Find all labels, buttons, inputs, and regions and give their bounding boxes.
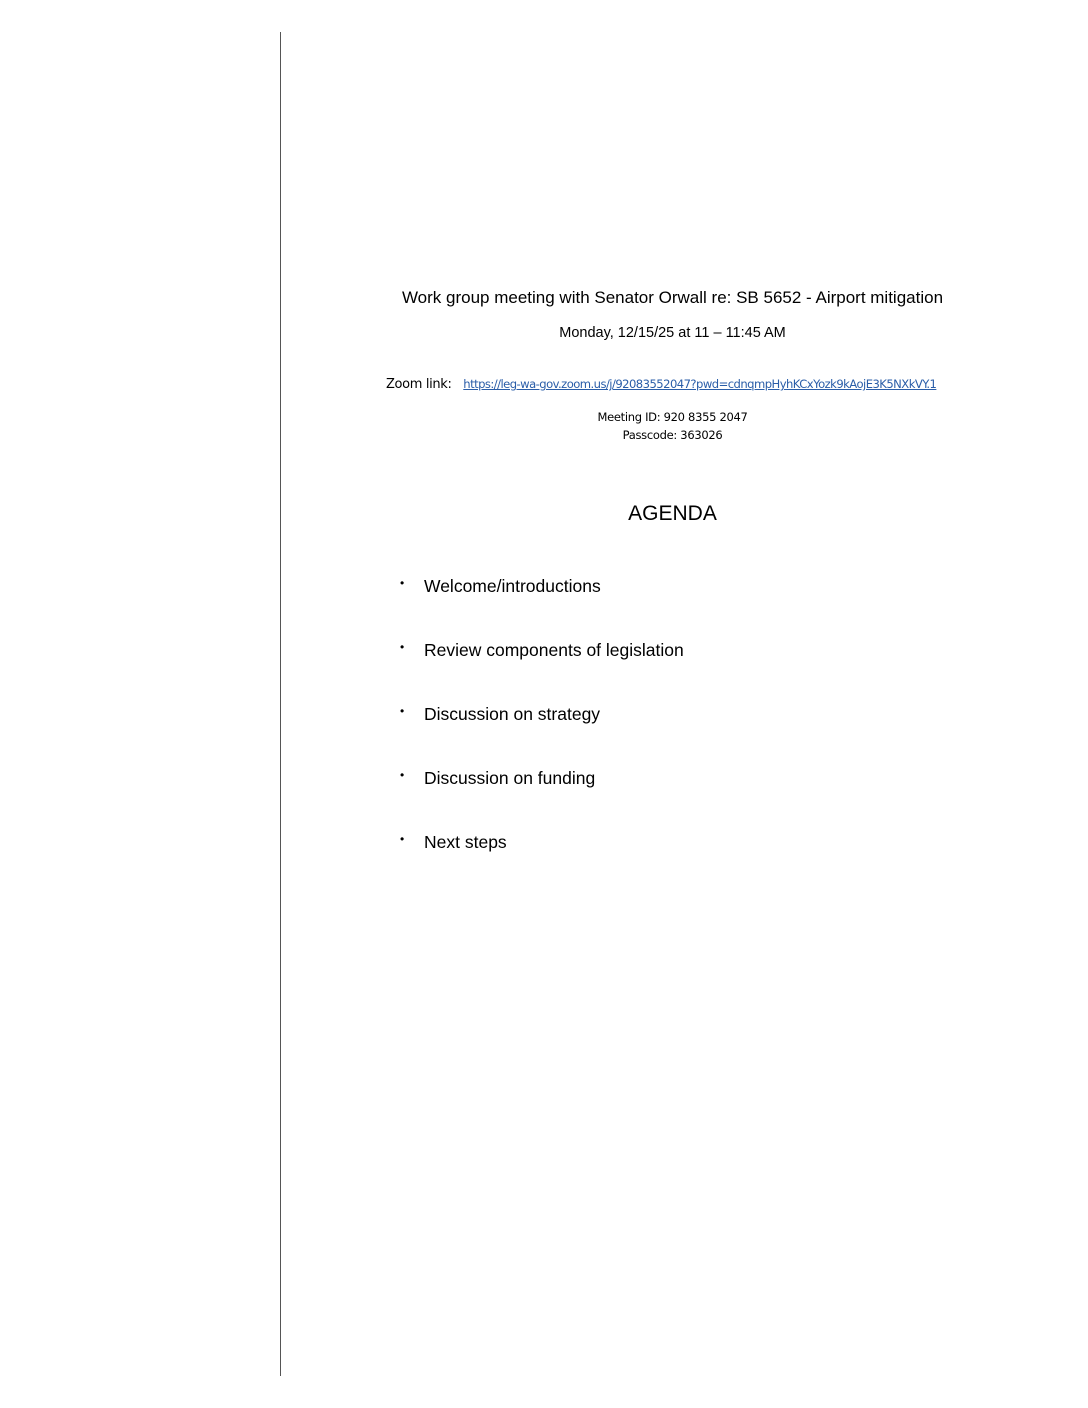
- agenda-item: [400, 638, 684, 702]
- agenda-item-text: Discussion on funding: [424, 768, 596, 788]
- agenda-item-text: Discussion on strategy: [424, 704, 601, 724]
- zoom-label: Zoom link:: [386, 377, 452, 392]
- agenda-item: [400, 766, 684, 830]
- bullet-icon: •: [400, 576, 405, 590]
- agenda-item: [400, 830, 684, 894]
- margin-rule: [280, 32, 281, 1376]
- meeting-datetime: Monday, 12/15/25 at 11 – 11:45 AM: [559, 325, 786, 341]
- agenda-item-text: Next steps: [424, 832, 507, 852]
- agenda-item-text: Welcome/introductions: [424, 576, 601, 596]
- bullet-icon: •: [400, 704, 405, 718]
- agenda-item: [400, 702, 684, 766]
- passcode: Passcode: 363026: [622, 428, 723, 442]
- meeting-id: Meeting ID: 920 8355 2047: [597, 410, 748, 424]
- zoom-row: [386, 377, 936, 392]
- zoom-link[interactable]: https://leg-wa-gov.zoom.us/j/92083552047?pwd=cdnqmpHyhKCxYozk9kAojE3K5NXkVY.1: [463, 377, 937, 391]
- agenda-item-text: Review components of legislation: [424, 640, 684, 660]
- agenda-list: [400, 574, 684, 894]
- agenda-item: [400, 574, 684, 638]
- bullet-icon: •: [400, 832, 405, 846]
- bullet-icon: •: [400, 768, 405, 782]
- agenda-heading: AGENDA: [628, 502, 717, 525]
- bullet-icon: •: [400, 640, 405, 654]
- meeting-title: Work group meeting with Senator Orwall re: SB 5652 - Airport mitigation: [401, 288, 944, 307]
